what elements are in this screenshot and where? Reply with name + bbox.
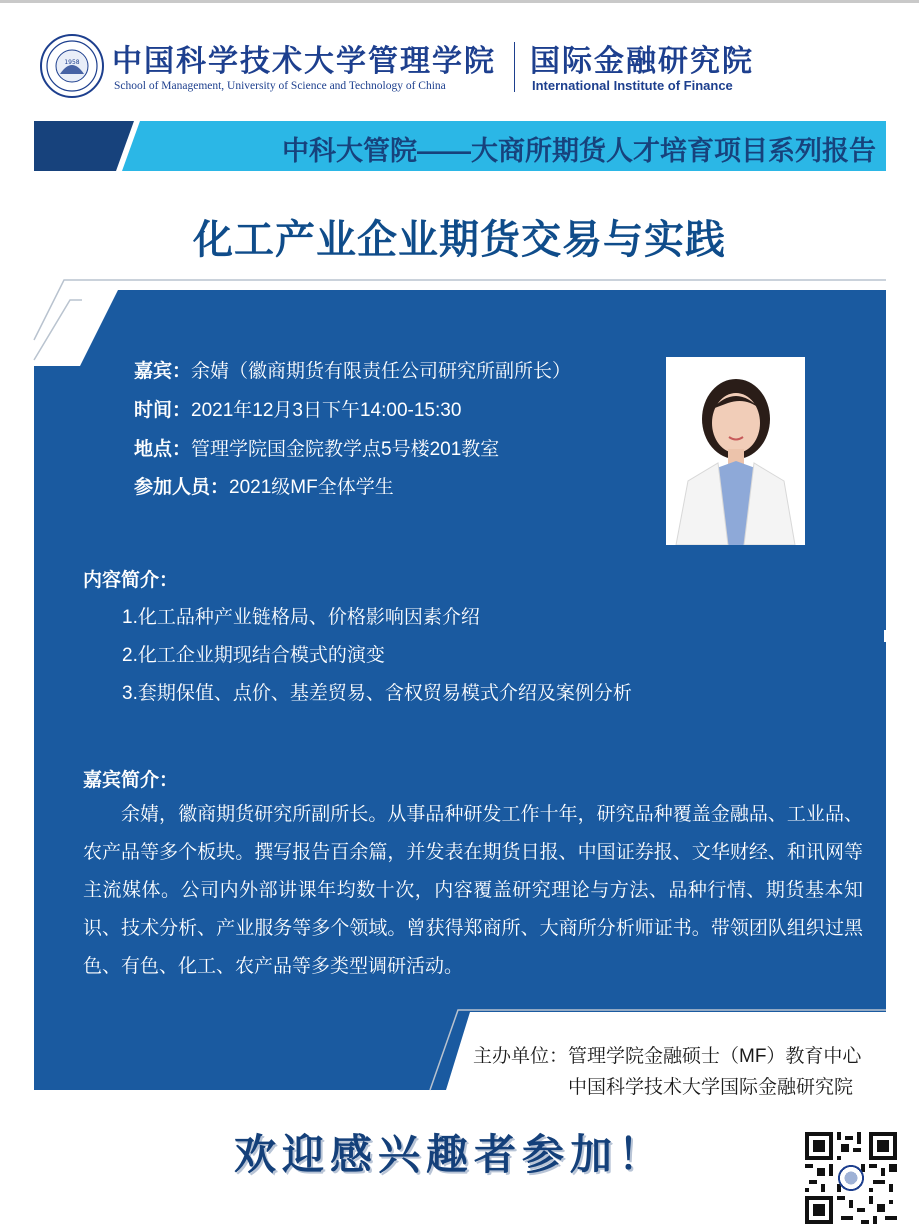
guest-intro-body: 余婧，徽商期货研究所副所长。从事品种研发工作十年，研究品种覆盖金融品、工业品、农产品等多个板块。撰写报告百余篇，并发表在期货日报、中国证券报、文华财经、和讯网等主流媒体。公司内外部讲课年均数十次，内容覆盖研究理论与方法、品种行情、期货基本知识、技术分析、产业服务等多个领域。曾获得郑商所、大商所分析师证书。带领团队组织过黑色、有色、化工、农产品等多类型调研活动。 (83, 804, 863, 977)
audience-label: 参加人员： (134, 477, 230, 498)
school-name-cn: 中国科学技术大学管理学院 (112, 44, 496, 79)
guest-photo (666, 357, 805, 545)
qr-code (805, 1132, 897, 1224)
organizer-line-2: 中国科学技术大学国际金融研究院 (568, 1077, 854, 1098)
place-label: 地点： (134, 439, 192, 460)
institute-name-en: International Institute of Finance (532, 78, 733, 93)
place-value: 管理学院国金院教学点5号楼201教室 (191, 439, 500, 460)
school-seal-logo (40, 34, 104, 98)
time-label: 时间： (134, 400, 192, 421)
guest-line (134, 356, 571, 383)
organizer-line-1: 管理学院金融硕士（MF）教育中心 (568, 1046, 862, 1067)
institute-name-cn: 国际金融研究院 (530, 44, 754, 79)
time-line (134, 395, 461, 422)
content-item-3: 3.套期保值、点价、基差贸易、含权贸易模式介绍及案例分析 (122, 683, 632, 704)
header-divider (514, 42, 515, 92)
content-heading: 内容简介： (83, 570, 179, 591)
school-name-en: School of Management, University of Science and Technology of China (114, 80, 446, 92)
content-item-2: 2.化工企业期现结合模式的演变 (122, 645, 385, 666)
audience-line (134, 472, 394, 499)
series-title: 中科大管院——大商所期货人才培育项目系列报告 (282, 136, 876, 166)
header (40, 32, 760, 102)
top-border (0, 0, 919, 3)
audience-value: 2021级MF全体学生 (229, 477, 394, 498)
guest-label: 嘉宾： (134, 361, 192, 382)
main-title: 化工产业企业期货交易与实践 (193, 218, 726, 262)
guest-value: 余婧（徽商期货有限责任公司研究所副所长） (191, 361, 572, 382)
place-line (134, 434, 499, 461)
content-item-1: 1.化工品种产业链格局、价格影响因素介绍 (122, 607, 480, 628)
guest-intro-heading: 嘉宾简介： (83, 770, 179, 791)
organizer-label: 主办单位： (473, 1046, 569, 1067)
series-banner (34, 121, 886, 171)
seal-year: 1958 (64, 59, 80, 66)
welcome-text: 欢迎感兴趣者参加！ (234, 1130, 667, 1179)
time-value: 2021年12月3日下午14:00-15:30 (191, 400, 462, 421)
